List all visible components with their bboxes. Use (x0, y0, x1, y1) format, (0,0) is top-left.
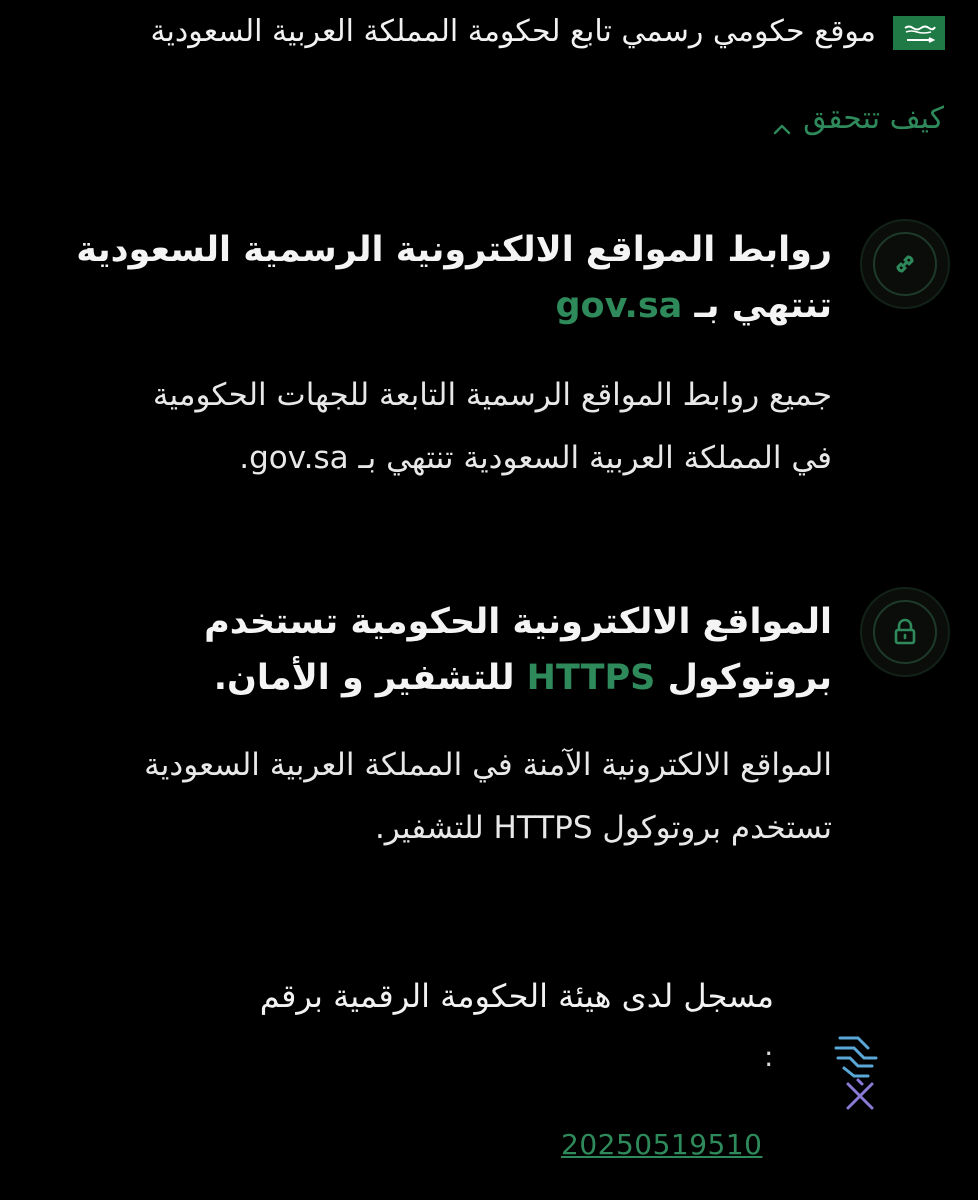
gov-sa-highlight: gov.sa (555, 286, 683, 326)
lock-icon-badge (860, 587, 950, 677)
how-to-verify-toggle[interactable] (771, 96, 944, 142)
lock-icon (873, 600, 937, 664)
link-icon-badge (860, 219, 950, 309)
feature-title-text: المواقع الالكترونية الحكومية تستخدم بروتوكول (204, 602, 832, 698)
feature-description-https: المواقع الالكترونية الآمنة في المملكة العربية السعودية تستخدم بروتوكول HTTPS للتشفير. (144, 747, 832, 846)
feature-title-https (52, 594, 832, 706)
feature-title-text-end: للتشفير و الأمان. (213, 658, 515, 698)
feature-title-text: روابط المواقع الالكترونية الرسمية السعودية تنتهي بـ (76, 230, 832, 326)
how-to-verify-label: كيف تتحقق (803, 101, 944, 136)
https-highlight: HTTPS (526, 658, 656, 698)
feature-description-gov-sa: جميع روابط المواقع الرسمية التابعة للجهات الحكومية في المملكة العربية السعودية تنتهي بـ gov.sa. (152, 377, 832, 476)
official-site-banner-text: موقع حكومي رسمي تابع لحكومة المملكة العربية السعودية (150, 14, 876, 49)
link-icon (873, 232, 937, 296)
registration-number-link[interactable]: 20250519510 (561, 1128, 763, 1161)
registration-colon: : (764, 1040, 774, 1073)
chevron-up-icon (771, 108, 793, 130)
saudi-flag-icon (893, 16, 945, 50)
registration-label: مسجل لدى هيئة الحكومة الرقمية برقم (259, 977, 774, 1015)
feature-title-gov-sa (52, 222, 832, 334)
dga-logo-icon (828, 1030, 890, 1112)
